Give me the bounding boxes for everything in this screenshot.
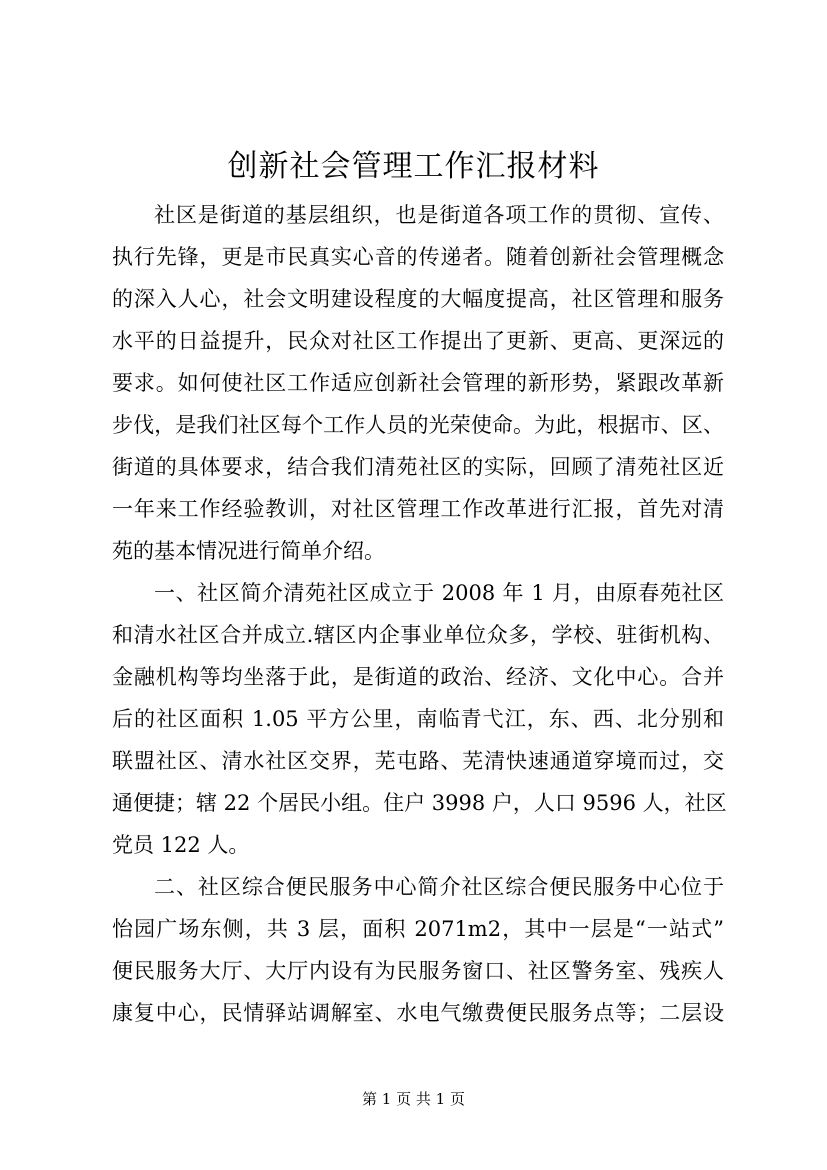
- text-line: 社区是街道的基层组织，也是街道各项工作的贯彻、宣传、: [154, 203, 724, 227]
- text-line: 街道的具体要求，结合我们清苑社区的实际，回顾了清苑社区近: [112, 455, 724, 479]
- text-line: 联盟社区、清水社区交界，芜屯路、芜清快速通道穿境而过，交: [112, 749, 724, 773]
- text-line: 党员 122 人。: [112, 833, 250, 857]
- text-line: 二、社区综合便民服务中心简介社区综合便民服务中心位于: [154, 875, 724, 899]
- text-line: 执行先锋，更是市民真实心音的传递者。随着创新社会管理概念: [112, 245, 724, 269]
- text-line: 一年来工作经验教训，对社区管理工作改革进行汇报，首先对清: [112, 497, 724, 521]
- text-line: 要求。如何使社区工作适应创新社会管理的新形势，紧跟改革新: [112, 371, 724, 395]
- text-line: 一、社区简介清苑社区成立于 2008 年 1 月，由原春苑社区: [154, 581, 724, 605]
- text-line: 怡园广场东侧，共 3 层，面积 2071m2，其中一层是“一站式”: [112, 917, 724, 941]
- text-line: 便民服务大厅、大厅内设有为民服务窗口、社区警务室、残疾人: [112, 959, 724, 983]
- text-line: 的深入人心，社会文明建设程度的大幅度提高，社区管理和服务: [112, 287, 724, 311]
- text-line: 后的社区面积 1.05 平方公里，南临青弋江，东、西、北分别和: [112, 707, 724, 731]
- text-line: 苑的基本情况进行简单介绍。: [112, 539, 385, 563]
- text-line: 金融机构等均坐落于此，是街道的政治、经济、文化中心。合并: [112, 665, 724, 689]
- text-line: 康复中心，民情驿站调解室、水电气缴费便民服务点等；二层设: [112, 1001, 724, 1025]
- text-line: 步伐，是我们社区每个工作人员的光荣使命。为此，根据市、区、: [112, 413, 724, 437]
- page-footer: 第 1 页 共 1 页: [362, 1090, 465, 1108]
- text-line: 通便捷；辖 22 个居民小组。住户 3998 户，人口 9596 人，社区: [112, 791, 727, 815]
- page-title: 创新社会管理工作汇报材料: [227, 149, 600, 184]
- text-line: 和清水社区合并成立.辖区内企事业单位众多，学校、驻街机构、: [112, 623, 724, 647]
- text-line: 水平的日益提升，民众对社区工作提出了更新、更高、更深远的: [112, 329, 724, 353]
- document-body: [112, 194, 727, 1034]
